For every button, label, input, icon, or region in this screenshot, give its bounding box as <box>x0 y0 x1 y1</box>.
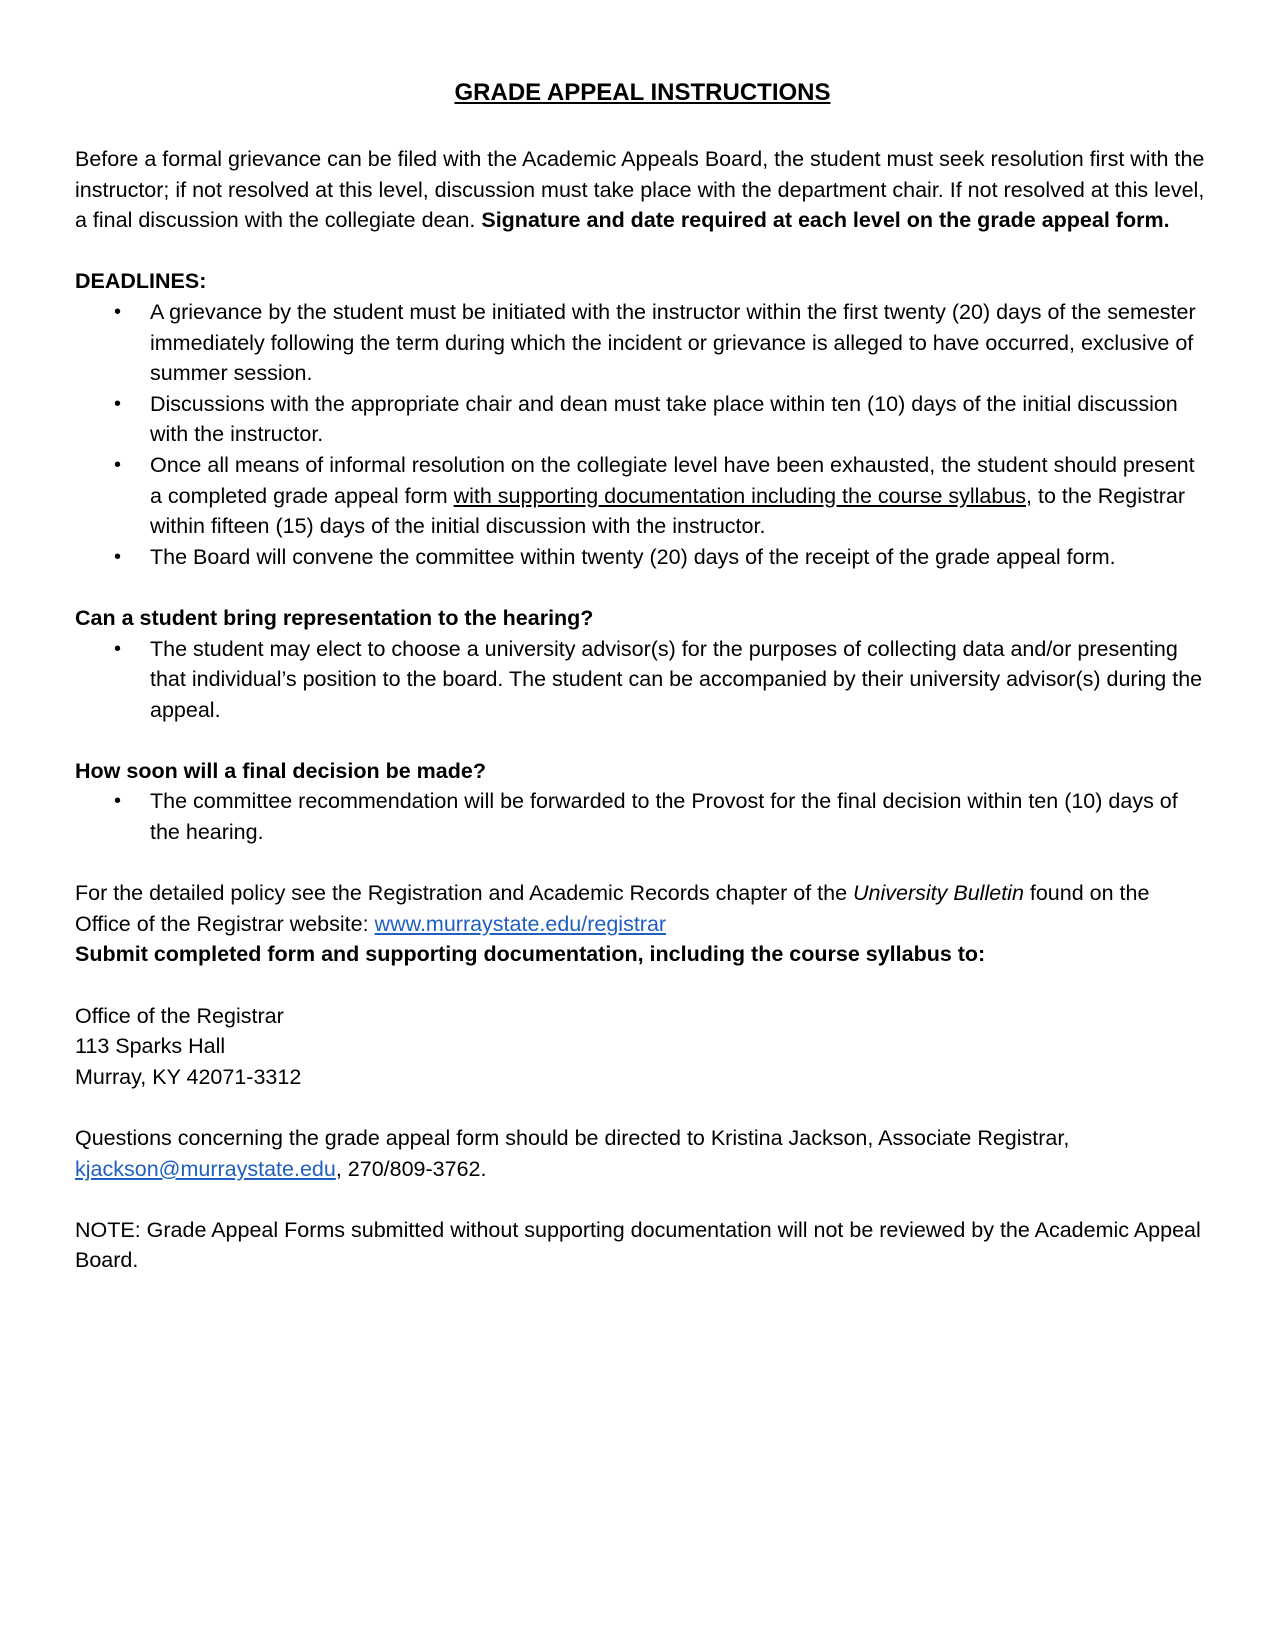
list-item-text: Discussions with the appropriate chair and dean must take place within ten (10) days of the initial discussion with the instructor. <box>150 391 1178 447</box>
phone-number: , 270/809-3762. <box>335 1156 487 1181</box>
bullet-icon: • <box>114 392 122 415</box>
list-item-text-after: to the Registrar within fifteen (15) days of the initial discussion with the instructor. <box>150 483 1185 539</box>
address-line-1: Office of the Registrar <box>75 1003 284 1028</box>
registrar-address <box>75 1001 1210 1093</box>
representation-section <box>75 603 1210 725</box>
questions-text: Questions concerning the grade appeal form should be directed to Kristina Jackson, Associate Registrar, <box>75 1126 1070 1150</box>
registrar-website-link[interactable]: www.murraystate.edu/registrar <box>374 911 667 936</box>
policy-text-after: found on the Office of the Registrar website: <box>75 881 1150 936</box>
list-item-underlined-text: with supporting documentation including the course syllabus, <box>453 483 1033 508</box>
deadlines-heading: DEADLINES: <box>75 269 207 294</box>
bullet-icon: • <box>114 637 122 660</box>
questions-paragraph <box>75 1123 1210 1184</box>
list-item <box>75 786 1210 847</box>
bulletin-title: University Bulletin <box>853 881 1024 906</box>
note-paragraph: NOTE: Grade Appeal Forms submitted without supporting documentation will not be reviewed by the Academic Appeal Board. <box>75 1217 1201 1273</box>
representation-list <box>75 634 1210 726</box>
bullet-icon: • <box>114 545 122 568</box>
intro-text: Before a formal grievance can be filed with the Academic Appeals Board, the student must seek resolution first with the instructor; if not resolved at this level, discussion must take place with the department chair. If not resolved at this level, a final discussion with the collegiate dean. <box>75 147 1205 233</box>
list-item-text: A grievance by the student must be initiated with the instructor within the first twenty (20) days of the semester immediately following the term during which the incident or grievance is alleged to have occurred, exclusive of summer session. <box>150 299 1196 386</box>
list-item-text: The committee recommendation will be forwarded to the Provost for the final decision within ten (10) days of the hearing. <box>150 789 1178 845</box>
list-item <box>75 297 1210 389</box>
list-item <box>75 542 1210 573</box>
intro-bold-text: Signature and date required at each level on the grade appeal form. <box>481 208 1170 233</box>
decision-heading: How soon will a final decision be made? <box>75 758 486 783</box>
bullet-icon: • <box>114 453 122 476</box>
representation-heading: Can a student bring representation to the hearing? <box>75 605 594 630</box>
decision-section <box>75 756 1210 848</box>
address-line-2: 113 Sparks Hall <box>75 1034 226 1059</box>
address-line-3: Murray, KY 42071-3312 <box>75 1064 302 1089</box>
intro-paragraph <box>75 144 1210 236</box>
list-item <box>75 389 1210 450</box>
page-title: GRADE APPEAL INSTRUCTIONS <box>454 79 831 106</box>
decision-list <box>75 786 1210 847</box>
submit-heading: Submit completed form and supporting documentation, including the course syllabus to: <box>75 942 986 967</box>
policy-text-before: For the detailed policy see the Registration and Academic Records chapter of the <box>75 881 854 906</box>
list-item <box>75 450 1210 542</box>
list-item-text-before: Once all means of informal resolution on the collegiate level have been exhausted, the student should present a completed grade appeal form <box>150 452 1195 508</box>
list-item-text: The student may elect to choose a university advisor(s) for the purposes of collecting data and/or presenting that individual’s position to the board. The student can be accompanied by their university advisor(s) during the appeal. <box>150 636 1203 722</box>
email-link[interactable]: kjackson@murraystate.edu <box>75 1156 336 1181</box>
bullet-icon: • <box>114 300 122 323</box>
bullet-icon: • <box>114 790 122 813</box>
document-page <box>75 76 1210 1276</box>
contact-line <box>75 1154 1210 1185</box>
list-item-text: The Board will convene the committee within twenty (20) days of the receipt of the grade appeal form. <box>150 544 1116 569</box>
policy-paragraph <box>75 878 1210 939</box>
list-item <box>75 634 1210 726</box>
deadlines-section <box>75 266 1210 572</box>
deadlines-list <box>75 297 1210 572</box>
